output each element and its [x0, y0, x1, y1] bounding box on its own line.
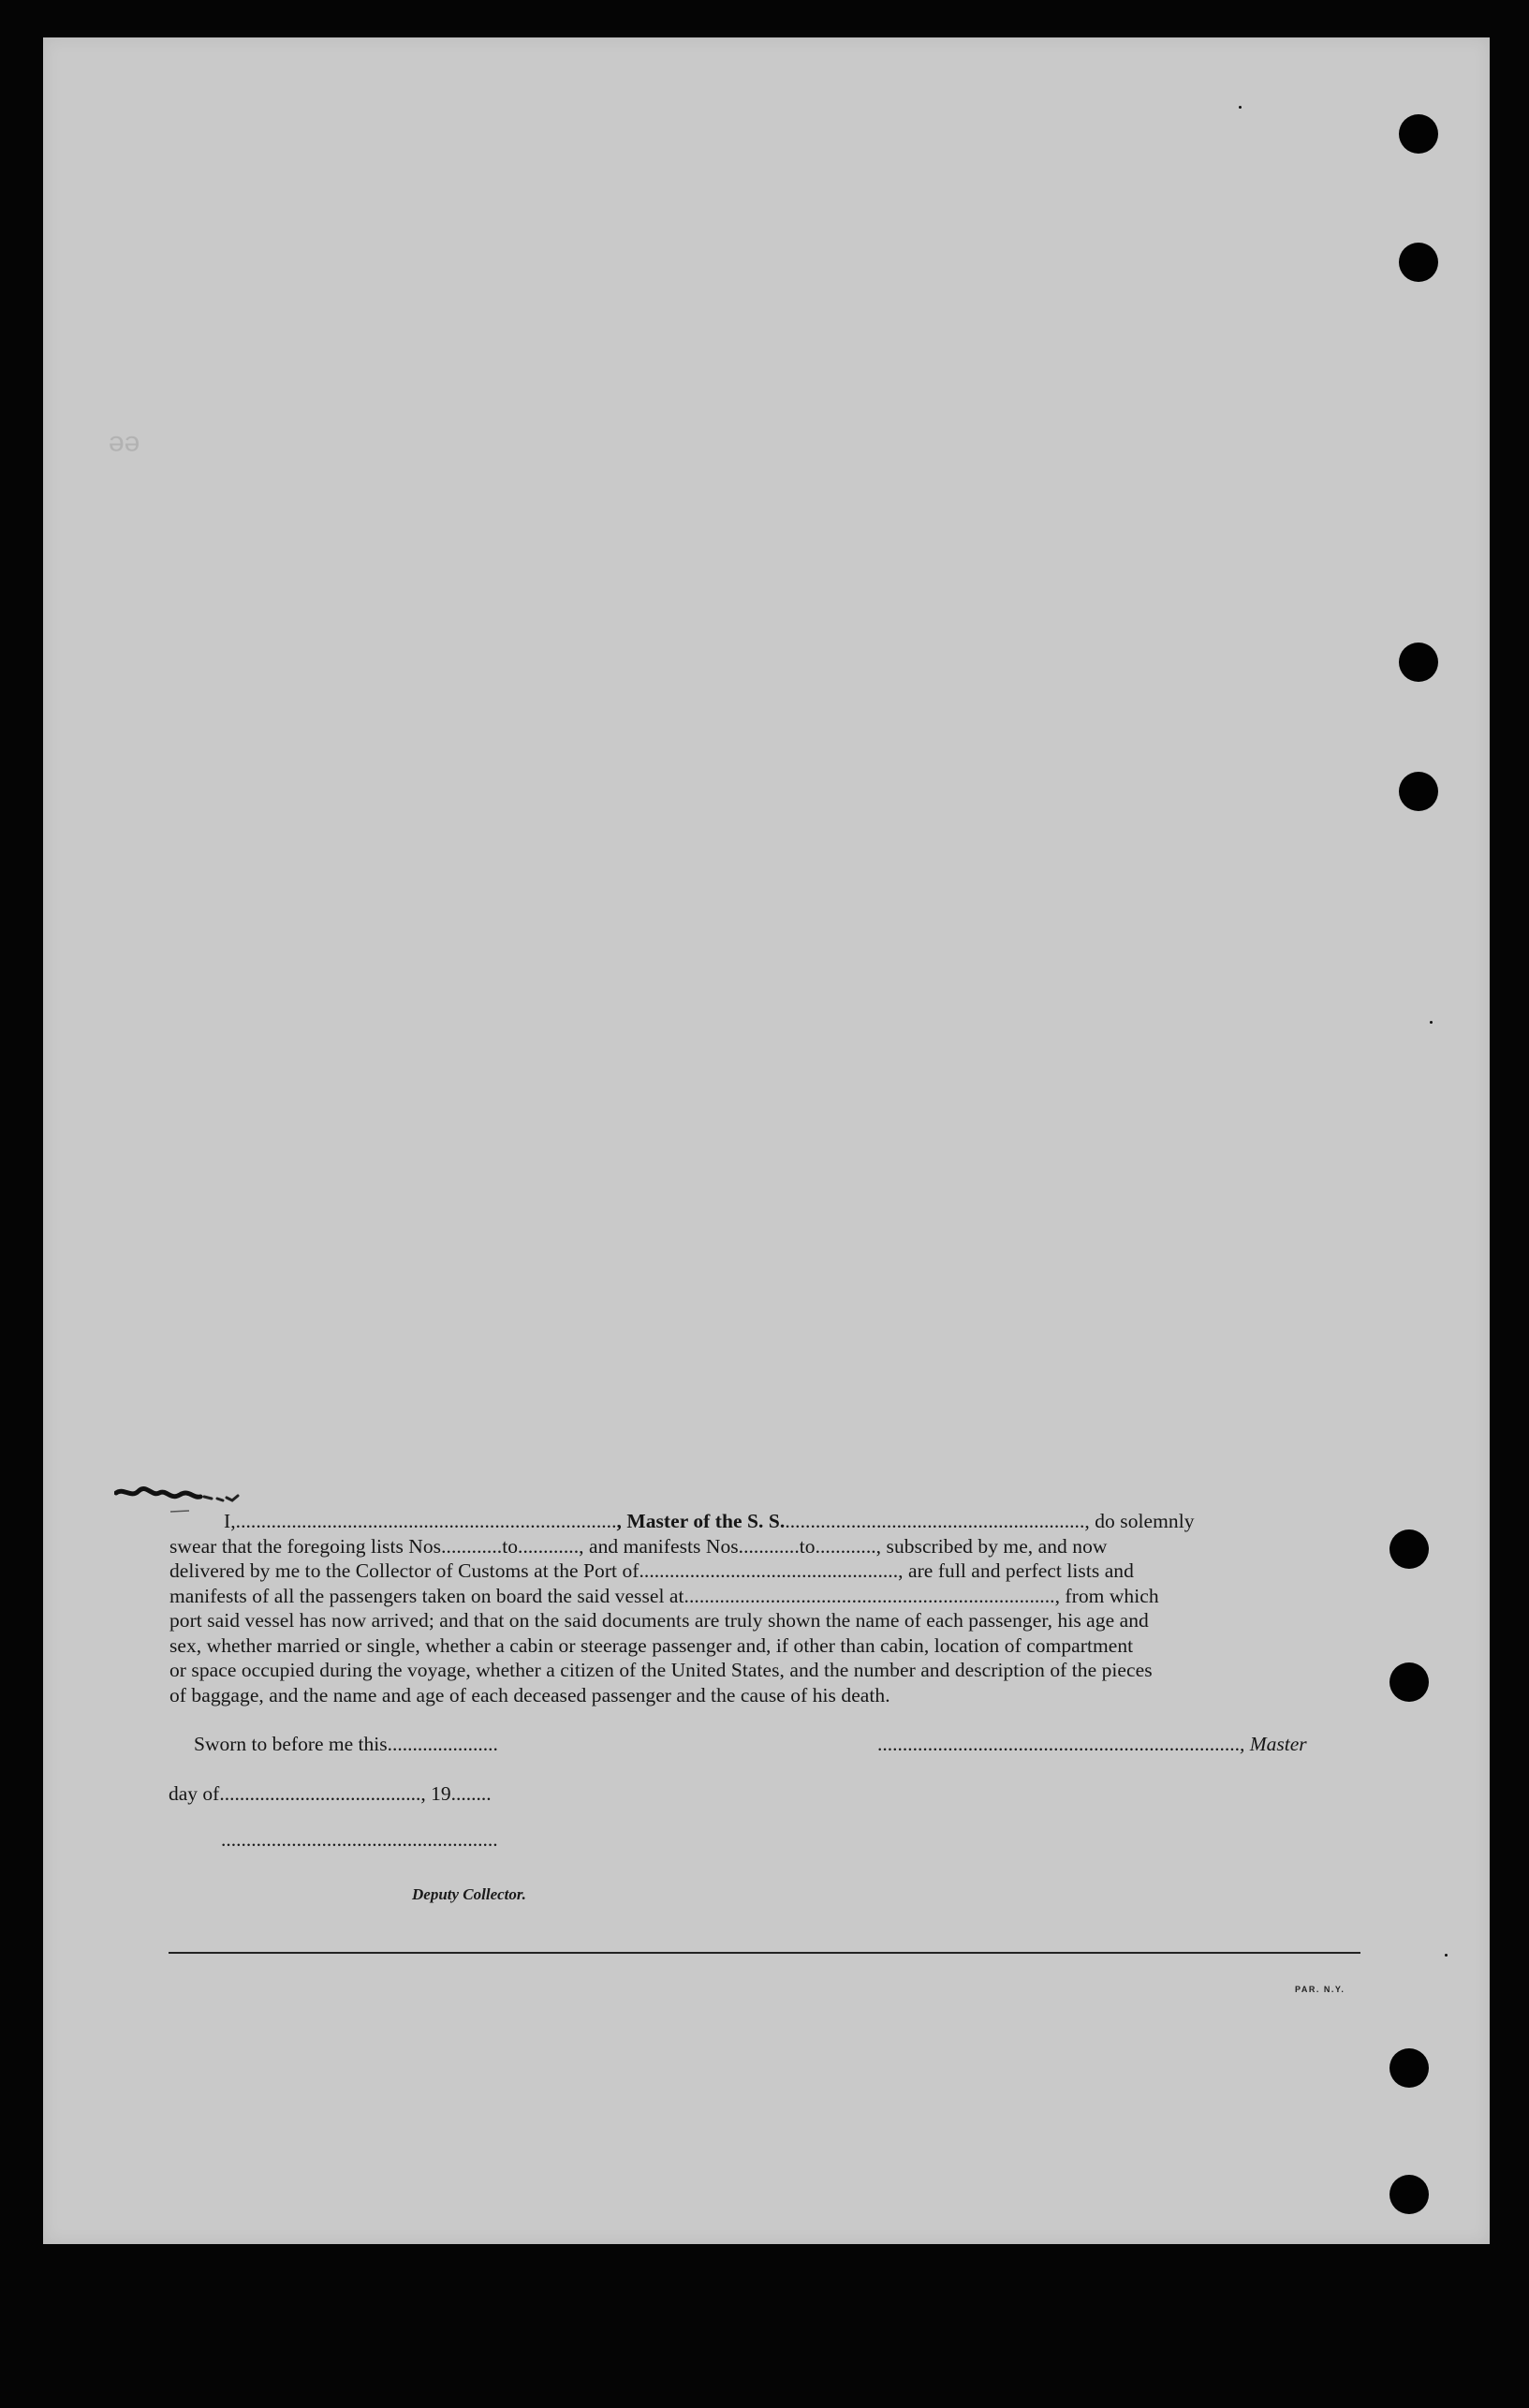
deputy-collector-label: Deputy Collector. [412, 1885, 526, 1903]
oath-line-7: or space occupied during the voyage, whether a citizen of the United States, and the number and description of the pieces [169, 1659, 1153, 1681]
binder-hole [1399, 114, 1438, 154]
oath-line-1: I,..........................................................................., Master of the S. S............................................................, do solemnly [224, 1510, 1195, 1532]
printer-mark: PAR. N.Y. [1295, 1985, 1345, 1994]
ink-speck [1430, 1021, 1433, 1024]
oath-line-5: port said vessel has now arrived; and that on the said documents are truly shown the name of each passenger, his age and [169, 1609, 1149, 1632]
oath-line-8: of baggage, and the name and age of each deceased passenger and the cause of his death. [169, 1683, 890, 1706]
masters-oath [169, 1509, 1415, 1707]
oath-line-2: swear that the foregoing lists Nos............to............, and manifests Nos............to............, subscribed by me, and now [169, 1534, 1108, 1558]
oath-line-6: sex, whether married or single, whether a cabin or steerage passenger and, if other than cabin, location of compartment [169, 1633, 1134, 1657]
master-signature-line: ........................................................................, Master [877, 1733, 1307, 1755]
day-of-line: day of........................................, 19........ [169, 1782, 492, 1805]
footer-rule [169, 1952, 1360, 1954]
ink-speck [1239, 106, 1242, 109]
ink-speck [1445, 1954, 1448, 1957]
bleed-through-mark: ɘɘ [109, 430, 140, 461]
binder-hole [1399, 772, 1438, 811]
binder-hole [1399, 643, 1438, 682]
deputy-signature-line: ....................................................... [221, 1828, 498, 1851]
oath-line-3: delivered by me to the Collector of Customs at the Port of..................................................., are full and perfect lists and [169, 1559, 1134, 1582]
binder-hole [1389, 2175, 1429, 2214]
oath-line-4: manifests of all the passengers taken on board the said vessel at........................................................................., from which [169, 1584, 1159, 1607]
document-page [43, 37, 1490, 2244]
sworn-before-line: Sworn to before me this...................... [194, 1733, 498, 1755]
binder-hole [1399, 243, 1438, 282]
binder-hole [1389, 2048, 1429, 2088]
